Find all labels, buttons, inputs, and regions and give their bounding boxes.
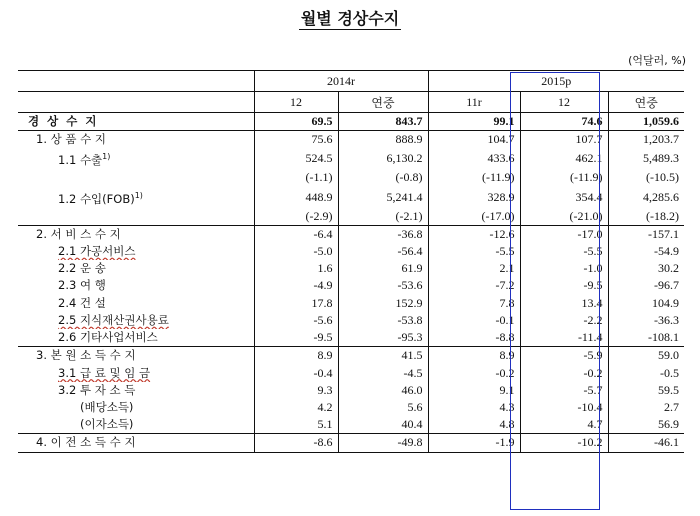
table-row [18, 169, 684, 186]
table-row [18, 277, 684, 294]
cell: 9.3 [254, 382, 338, 399]
cell: 4.3 [428, 399, 520, 416]
cell: 17.8 [254, 295, 338, 312]
row-label: 3.2 투 자 소 득 [58, 382, 136, 397]
cell: 104.9 [608, 295, 684, 312]
col-header-2014-year: 연중 [338, 92, 428, 113]
cell: -5.6 [254, 312, 338, 329]
cell: -49.8 [338, 434, 428, 452]
cell: -9.5 [520, 277, 608, 294]
cell: 107.7 [520, 131, 608, 149]
row-label: 3. 본 원 소 득 수 지 [18, 347, 254, 365]
cell: -6.4 [254, 225, 338, 243]
table-row [18, 434, 684, 452]
cell: -5.5 [428, 243, 520, 260]
cell: 8.9 [254, 347, 338, 365]
cell: -5.5 [520, 243, 608, 260]
current-account-table [18, 70, 684, 453]
cell: (-11.9) [428, 169, 520, 186]
cell: -96.7 [608, 277, 684, 294]
cell: -95.3 [338, 329, 428, 347]
cell: -108.1 [608, 329, 684, 347]
cell: 6,130.2 [338, 148, 428, 169]
cell: 1.6 [254, 260, 338, 277]
cell: 56.9 [608, 416, 684, 434]
table-row [18, 243, 684, 260]
cell: -17.0 [520, 225, 608, 243]
row-label: 1.1 수출$^{1)}$ [58, 152, 111, 168]
cell: (-18.2) [608, 208, 684, 226]
cell: -53.6 [338, 277, 428, 294]
header-2015p: 2015p [428, 71, 684, 92]
cell: 30.2 [608, 260, 684, 277]
row-label: 3.1 급 료 및 임 금 [58, 365, 151, 380]
cell: 61.9 [338, 260, 428, 277]
table-row [18, 148, 684, 169]
cell: 69.5 [254, 113, 338, 131]
cell: 152.9 [338, 295, 428, 312]
table-row [18, 131, 684, 149]
cell: -0.2 [428, 365, 520, 382]
cell: -56.4 [338, 243, 428, 260]
cell: 843.7 [338, 113, 428, 131]
col-header-2014-dec: 12 [254, 92, 338, 113]
cell: 99.1 [428, 113, 520, 131]
cell: 40.4 [338, 416, 428, 434]
table-row [18, 225, 684, 243]
cell: 4,285.6 [608, 187, 684, 208]
row-label: 2.3 여 행 [58, 278, 106, 293]
cell: 1,059.6 [608, 113, 684, 131]
cell: 462.1 [520, 148, 608, 169]
cell: 524.5 [254, 148, 338, 169]
cell: 5,489.3 [608, 148, 684, 169]
unit-label: (억달러, %) [628, 54, 686, 67]
cell: -157.1 [608, 225, 684, 243]
table-row [18, 365, 684, 382]
cell: (-10.5) [608, 169, 684, 186]
cell: -1.9 [428, 434, 520, 452]
cell: 354.4 [520, 187, 608, 208]
cell: -46.1 [608, 434, 684, 452]
cell: (-21.0) [520, 208, 608, 226]
cell: -8.8 [428, 329, 520, 347]
row-label: (이자소득) [80, 417, 134, 432]
row-label: 1.2 수입(FOB)$^{1)}$ [58, 190, 143, 206]
cell: (-0.8) [338, 169, 428, 186]
cell: 4.7 [520, 416, 608, 434]
cell: -54.9 [608, 243, 684, 260]
table-row [18, 399, 684, 416]
cell: (-1.1) [254, 169, 338, 186]
row-label: 2.2 운 송 [58, 261, 106, 276]
cell: 74.6 [520, 113, 608, 131]
cell: 9.1 [428, 382, 520, 399]
table-row [18, 295, 684, 312]
cell: 5.6 [338, 399, 428, 416]
cell: 59.5 [608, 382, 684, 399]
row-label: 1. 상 품 수 지 [18, 131, 254, 149]
cell: 448.9 [254, 187, 338, 208]
table-row [18, 260, 684, 277]
cell: (-2.9) [254, 208, 338, 226]
row-label: 4. 이 전 소 득 수 지 [18, 434, 254, 452]
cell: -8.6 [254, 434, 338, 452]
header-corner [18, 71, 254, 92]
row-label: 2.4 건 설 [58, 295, 106, 310]
cell: -36.3 [608, 312, 684, 329]
cell: 2.1 [428, 260, 520, 277]
cell: -0.5 [608, 365, 684, 382]
table-row [18, 187, 684, 208]
cell: -11.4 [520, 329, 608, 347]
cell: -0.1 [428, 312, 520, 329]
header-corner-2 [18, 92, 254, 113]
cell: 888.9 [338, 131, 428, 149]
cell: -5.9 [520, 347, 608, 365]
cell: 2.7 [608, 399, 684, 416]
row-label: 2. 서 비 스 수 지 [18, 225, 254, 243]
cell: 5.1 [254, 416, 338, 434]
cell: 328.9 [428, 187, 520, 208]
cell: 41.5 [338, 347, 428, 365]
cell: -10.4 [520, 399, 608, 416]
table-row [18, 329, 684, 347]
table-row [18, 208, 684, 226]
row-label: 2.5 지식재산권사용료 [58, 312, 169, 327]
page-title: 월별 경상수지 [300, 9, 400, 28]
cell: -36.8 [338, 225, 428, 243]
cell: 7.8 [428, 295, 520, 312]
cell: 1,203.7 [608, 131, 684, 149]
cell: -0.4 [254, 365, 338, 382]
cell: 433.6 [428, 148, 520, 169]
cell: -2.2 [520, 312, 608, 329]
row-label: (배당소득) [80, 399, 134, 414]
table-row-total [18, 113, 684, 131]
cell: 104.7 [428, 131, 520, 149]
cell: -7.2 [428, 277, 520, 294]
cell: -5.7 [520, 382, 608, 399]
row-label: 2.1 가공서비스 [58, 244, 136, 259]
cell: -4.9 [254, 277, 338, 294]
table-row [18, 382, 684, 399]
cell: 8.9 [428, 347, 520, 365]
cell: 46.0 [338, 382, 428, 399]
table-row [18, 416, 684, 434]
table-row [18, 347, 684, 365]
col-header-2015-year: 연중 [608, 92, 684, 113]
row-label [18, 208, 254, 226]
cell: -5.0 [254, 243, 338, 260]
row-label: 2.6 기타사업서비스 [58, 330, 158, 345]
col-header-2015-dec: 12 [520, 92, 608, 113]
header-2014r: 2014r [254, 71, 428, 92]
cell: (-17.0) [428, 208, 520, 226]
cell: (-11.9) [520, 169, 608, 186]
cell: 5,241.4 [338, 187, 428, 208]
cell: 75.6 [254, 131, 338, 149]
cell: (-2.1) [338, 208, 428, 226]
cell: -53.8 [338, 312, 428, 329]
cell: -1.0 [520, 260, 608, 277]
cell: 4.8 [428, 416, 520, 434]
cell: -4.5 [338, 365, 428, 382]
cell: -12.6 [428, 225, 520, 243]
cell: -9.5 [254, 329, 338, 347]
table-row [18, 312, 684, 329]
row-label [18, 169, 254, 186]
row-label: 경 상 수 지 [28, 114, 99, 128]
cell: -0.2 [520, 365, 608, 382]
cell: 13.4 [520, 295, 608, 312]
cell: 4.2 [254, 399, 338, 416]
col-header-2015-nov: 11r [428, 92, 520, 113]
cell: -10.2 [520, 434, 608, 452]
cell: 59.0 [608, 347, 684, 365]
